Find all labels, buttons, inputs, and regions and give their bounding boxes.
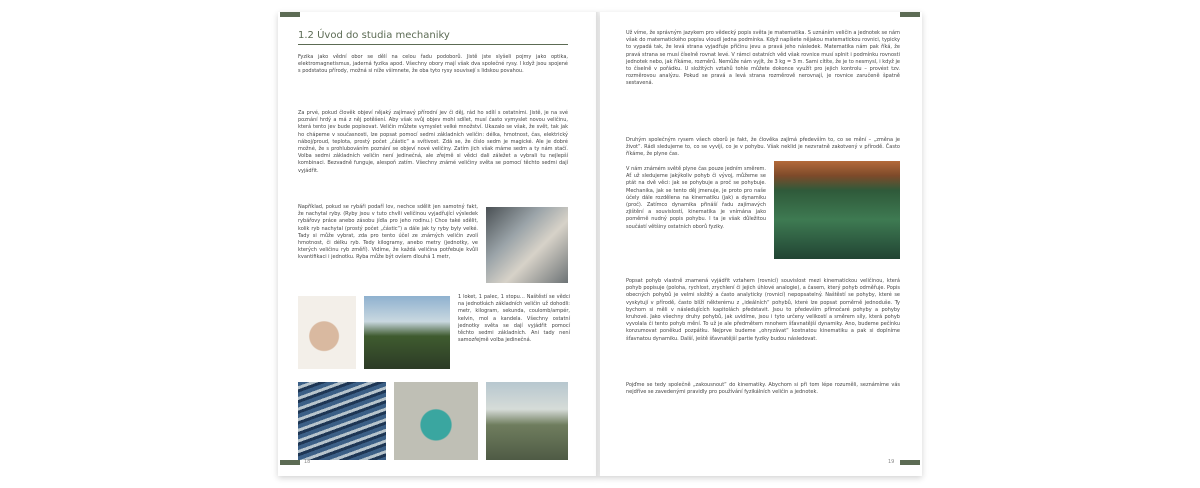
photo-fish-in-hand <box>298 296 356 369</box>
footer-tab-marker <box>280 460 300 465</box>
photo-fishing-net <box>486 207 568 283</box>
paragraph-quantities: Za prvé, pokud člověk objeví nějaký zajímavý přírodní jev či děj, rád ho sdílí s ostatními. Jistě, je na své poznání hrdý a má z něj potěšení. Aby však svůj objev mohl sdílet, musí často vymyslet novou veličinu, která tento jev bude popisovat. Veličin můžete vymyslet velké množství. Ukazalo se však, že svět, tak jak ho chápeme v současnosti, lze popsat pomocí sedmi základních veličin: délka, hmotnost, čas, elektrický náboj/proud, teplota, prostý počet „částic“ a svítivost. Zdá se, že číslo sedm je magické. Ale je dobré možné, že s prohlubováním poznání se objeví nové veličiny. Zatím jich však máme sedm a ty nám stačí. Volba sedmi základních veličin není jedinečná, ale zřejmě si vědci dali záležet a vybrali tu nejlepší kombinaci. Bezvadně funguje, alespoň zatím. Všechny známé veličiny světa se pomocí těchto sedmi dají vyjádřit. <box>298 110 568 174</box>
paragraph-math-units: Už víme, že správným jazykem pro vědecký popis světa je matematika. S uznáním veličin a jednotek se nám však do matematického popisu vloudí jedna podmínka. Když napíšete nějakou matematickou rovnici, typicky to vypadá tak, že levá strana vyjadřuje příčinu jevu a pravá jeho následek. Matematika nám pak říká, že pravá strana se musí číselně rovnat levé. V rámci ostatních věd však rovnice musí splnit i podmínku rovnosti jednotek nebo, jak říkáme, rozměrů. Nemůže nám vyjít, že 3 kg = 3 m. Sami cítíte, že je to nesmysl, i když je to číselně v pořádku. U složitých vztahů tohle můžete dokonce využít pro jejich kontrolu – provést tzv. rozměrovou analýzu. Pokud se pravá a levá strana rozměrově nerovnají, je rovnice zaručeně špatně sestavená. <box>626 30 900 87</box>
heading-rule <box>298 44 568 45</box>
footer-tab-marker <box>900 460 920 465</box>
paragraph-motion: Popsat pohyb vlastně znamená vyjádřit vztahem (rovnicí) souvislost mezi kinematickou veličinou, která pohyb popisuje (poloha, rychlost, zrychlení či jejich úhlové analogie), a časem, který pohyb odměřuje. Popis obecných pohybů je velmi složitý a často analyticky (rovnicí) nepopsatelný. Naštěstí se pohyby, které se vyskytují v přírodě, často blíží některému z „ideálních“ pohybů, které lze popsat poměrně jednoduše. Ty bychom si měli v následujících kapitolách představit. Jsou to především přímočaré pohyby a pohyby kruhové. Jako všechny druhy pohybů, jak uvidíme, jsou i tyto určeny velikostí a směrem síly, která pohyb vyvolala či tento pohyb mění. To už je ale předmětem mnohem šťavnatější dynamiky. Ano, budeme pečínku konzumovat poněkud pozpátku. Nejprve budeme „ohryzávat“ kostnatou kinematiku a pak si doplníme šťavnatou dynamiku. Další, ještě šťavnatější partie fyziky budou následovat. <box>626 278 900 342</box>
section-heading: 1.2 Úvod do studia mechaniky <box>298 30 450 41</box>
photo-water-drops <box>774 161 900 259</box>
page-number: 18 <box>304 459 311 465</box>
right-page <box>600 12 922 476</box>
photo-fisherman-with-fish <box>364 296 450 369</box>
left-page <box>278 12 600 476</box>
paragraph-kinematics: V nám známém světě plyne čas pouze jedním směrem. Ať už sledujeme jakýkoliv pohyb či vývoj, můžeme se ptát na dvě věci: jak se pohybuje a proč se pohybuje. Mechanika, jak se tento děj jmenuje, je proto pro naše účely dále rozdělena na kinematiku (jak) a dynamiku (proč). Zatímco dynamika přináší řadu zajímavých zjištění a souvislostí, kinematika je vnímána jako poměrně nudný popis pohybu. I ta je však důležitou součástí většiny ostatních oborů fyziky. <box>626 166 766 230</box>
paragraph-intro: Fyzika jako vědní obor se dělí na celou řadu podoborů. Jistě jste slyšeli pojmy jako optika, elektromagnetismus, jaderná fyzika apod. Všechny obory mají však dva společné rysy. I když jsou spojené s podstatou přírody, možná si níže všimnete, že oba tyto rysy souvisejí s lidskou povahou. <box>298 54 568 75</box>
paragraph-closing: Pojďme se tedy společně „zakousnout“ do kinematiky. Abychom si při tom lépe rozuměli, seznámíme vás nejdříve se zavedenými pravidly pro používání fyzikálních veličin a jednotek. <box>626 382 900 396</box>
paragraph-fisherman: Například, pokud se rybáři podaří lov, nechce sdělit jen samotný fakt, že nachytal ryby. (Ryby jsou v tuto chvíli veličinou vyjadřující výsledek rybářovy práce anebo zásobu jídla pro jeho rodinu.) Chce také sdělit, kolik ryb nachytal (prostý počet „částic“) a dále jak ty ryby byly velké. Tady si může vybrat, zda pro tento účel ze známých veličin zvolí hmotnost, či délku ryb. Tedy kilogramy, anebo metry (jednotky, ve kterých veličinu ryb změří). Vidíme, že každá veličina potřebuje kvůli kvantifikaci i jednotku. Ryba může být ovšem dlouhá 1 metr, <box>298 204 478 261</box>
photo-fish-on-scale <box>394 382 478 460</box>
paragraph-change: Druhým společným rysem všech oborů je fakt, že člověka zajímá především to, co se mění – „změna je život“. Rádi sledujeme to, co se vyvíjí, co je v pohybu. Však neklid je nezvratně zakotvený v přírodě. Často říkáme, že plyne čas. <box>626 137 900 158</box>
chapter-tab-marker <box>900 12 920 17</box>
photo-angler-in-water <box>486 382 568 460</box>
photo-fish-pile <box>298 382 386 460</box>
page-number: 19 <box>888 459 895 465</box>
chapter-tab-marker <box>280 12 300 17</box>
paragraph-units: 1 loket, 1 palec, 1 stopu… Naštěstí se vědci na jednotkách základních veličin už dohodli: metr, kilogram, sekunda, coulomb/ampér, kelvin, mol a kandela. Všechny ostatní jednotky světa se dají vyjádřit pomocí těchto sedmi základních. Ani tady není samozřejmě volba jedinečná. <box>458 294 570 344</box>
